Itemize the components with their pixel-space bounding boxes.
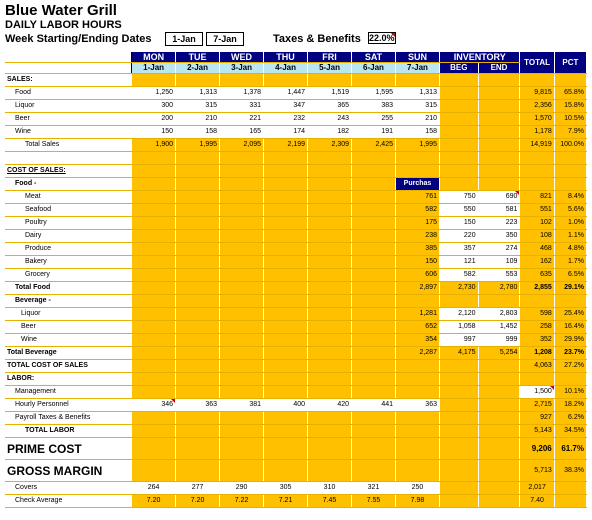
data-cell[interactable]: 290 [220, 482, 264, 495]
data-cell: 7.21 [264, 495, 308, 508]
data-cell[interactable]: 300 [132, 100, 176, 113]
total-cell: 2,356 [520, 100, 554, 113]
total-cell: 1,178 [520, 126, 554, 139]
data-cell[interactable]: 158 [176, 126, 220, 139]
pct-cell: 6.5% [554, 269, 586, 282]
total-sales-row [5, 139, 587, 152]
end-cell: 5,254 [478, 347, 520, 360]
table-row [5, 412, 587, 425]
data-cell[interactable]: 232 [264, 113, 308, 126]
pct-cell: 6.2% [554, 412, 586, 425]
pct-cell: 18.2% [554, 399, 586, 412]
end-cell[interactable]: 350 [478, 230, 520, 243]
row-label: Check Average [5, 495, 132, 508]
pct-cell: 5.6% [554, 204, 586, 217]
section-row [5, 178, 587, 191]
section-row [5, 165, 587, 178]
total-cell: 2,715 [520, 399, 554, 412]
total-cell: 821 [520, 191, 554, 204]
data-cell[interactable]: 182 [308, 126, 352, 139]
end-cell: 2,780 [478, 282, 520, 295]
pct-cell: 7.9% [554, 126, 586, 139]
row-label: Bakery [5, 256, 132, 269]
data-cell: 7.22 [220, 495, 264, 508]
table-row [5, 204, 587, 217]
beg-cell[interactable]: 550 [439, 204, 478, 217]
section-row [5, 295, 587, 308]
total-cell: 1,208 [520, 347, 554, 360]
inventory-header: INVENTORY [439, 52, 519, 63]
total-beverage-row [5, 347, 587, 360]
end-header: END [478, 63, 520, 74]
total-cell: 258 [520, 321, 554, 334]
day-header-row [5, 52, 587, 63]
row-label: TOTAL LABOR [5, 425, 132, 438]
header [5, 2, 425, 48]
data-cell[interactable]: 1,595 [352, 87, 396, 100]
day-header: SAT [352, 52, 396, 63]
total-cell: 162 [520, 256, 554, 269]
date-header: 5-Jan [308, 63, 352, 74]
row-label: Food [5, 87, 132, 100]
table-row [5, 243, 587, 256]
corner-cell [5, 63, 132, 74]
total-cell: 2,017 [520, 482, 554, 495]
data-cell[interactable]: 400 [264, 399, 308, 412]
total-cell[interactable]: 1,500 [520, 386, 554, 399]
table-row [5, 230, 587, 243]
pct-cell: 100.0% [554, 139, 586, 152]
table-row [5, 217, 587, 230]
total-cell: 4,063 [520, 360, 554, 373]
row-label: Hourly Personnel [5, 399, 132, 412]
data-cell: 1,995 [396, 139, 440, 152]
table-row [5, 87, 587, 100]
day-header: TUE [176, 52, 220, 63]
total-cell: 598 [520, 308, 554, 321]
beverage-section-label: Beverage - [5, 295, 132, 308]
beg-cell: 2,730 [439, 282, 478, 295]
table-row [5, 308, 587, 321]
pct-cell: 1.1% [554, 230, 586, 243]
beg-cell: 4,175 [439, 347, 478, 360]
row-label: Wine [5, 334, 132, 347]
total-cell: 7.40 [520, 495, 554, 508]
row-label: TOTAL COST OF SALES [5, 360, 132, 373]
table-row [5, 191, 587, 204]
beg-cell[interactable]: 1,058 [439, 321, 478, 334]
pct-cell: 23.7% [554, 347, 586, 360]
table-row [5, 113, 587, 126]
spacer-row [5, 152, 587, 165]
purchases-cell: 2,287 [396, 347, 440, 360]
corner-cell [5, 52, 132, 63]
table-row [5, 321, 587, 334]
row-label: GROSS MARGIN [5, 460, 132, 482]
beg-cell[interactable]: 357 [439, 243, 478, 256]
day-header: MON [132, 52, 176, 63]
row-label: Beer [5, 113, 132, 126]
data-cell: 7.45 [308, 495, 352, 508]
data-cell[interactable]: 264 [132, 482, 176, 495]
section-row [5, 74, 587, 87]
data-cell: 7.55 [352, 495, 396, 508]
pct-cell: 4.8% [554, 243, 586, 256]
pct-cell: 1.7% [554, 256, 586, 269]
data-cell[interactable]: 150 [132, 126, 176, 139]
row-label: PRIME COST [5, 438, 132, 460]
purchases-cell: 761 [396, 191, 440, 204]
data-cell[interactable]: 191 [352, 126, 396, 139]
day-header: THU [264, 52, 308, 63]
beg-cell[interactable]: 582 [439, 269, 478, 282]
date-header: 1-Jan [132, 63, 176, 74]
data-cell[interactable]: 365 [308, 100, 352, 113]
labor-section-label: LABOR: [5, 373, 132, 386]
covers-row [5, 482, 587, 495]
row-label: Covers [5, 482, 132, 495]
row-label: Liquor [5, 308, 132, 321]
purchases-cell: 582 [396, 204, 440, 217]
row-label: Total Sales [5, 139, 132, 152]
row-label: Management [5, 386, 132, 399]
table-row [5, 100, 587, 113]
data-cell: 2,309 [308, 139, 352, 152]
data-cell[interactable]: 200 [132, 113, 176, 126]
taxes-benefits-cell[interactable]: 22.0% [369, 33, 395, 43]
row-label: Total Beverage [5, 347, 132, 360]
end-cell[interactable]: 999 [478, 334, 520, 347]
purchases-cell: 175 [396, 217, 440, 230]
purchases-header: Purchas [396, 178, 440, 191]
data-cell[interactable]: 1,378 [220, 87, 264, 100]
data-cell[interactable]: 277 [176, 482, 220, 495]
week-dates-label: Week Starting/Ending Dates [5, 33, 152, 45]
data-cell[interactable]: 221 [220, 113, 264, 126]
pct-cell: 10.1% [554, 386, 586, 399]
pct-cell: 15.8% [554, 100, 586, 113]
total-cell: 14,919 [520, 139, 554, 152]
total-cell: 551 [520, 204, 554, 217]
end-cell[interactable]: 581 [478, 204, 520, 217]
check-average-row [5, 495, 587, 508]
end-cell[interactable]: 690 [478, 191, 520, 204]
row-label: Meat [5, 191, 132, 204]
beg-cell[interactable]: 150 [439, 217, 478, 230]
pct-cell: 25.4% [554, 308, 586, 321]
total-cell: 108 [520, 230, 554, 243]
data-cell[interactable]: 1,313 [176, 87, 220, 100]
total-cell: 635 [520, 269, 554, 282]
data-cell: 7.20 [176, 495, 220, 508]
data-cell[interactable]: 158 [396, 126, 440, 139]
beg-cell[interactable]: 220 [439, 230, 478, 243]
end-date-cell[interactable]: 7-Jan [206, 32, 244, 46]
purchases-cell: 606 [396, 269, 440, 282]
pct-cell: 34.5% [554, 425, 586, 438]
data-cell[interactable]: 1,313 [396, 87, 440, 100]
pct-cell: 10.5% [554, 113, 586, 126]
beg-cell[interactable]: 121 [439, 256, 478, 269]
date-header: 7-Jan [396, 63, 440, 74]
purchases-cell: 150 [396, 256, 440, 269]
end-cell[interactable]: 223 [478, 217, 520, 230]
data-cell[interactable]: 441 [352, 399, 396, 412]
purchases-cell: 652 [396, 321, 440, 334]
data-cell[interactable]: 420 [308, 399, 352, 412]
table-row [5, 334, 587, 347]
week-dates-row [5, 32, 425, 48]
data-cell[interactable]: 1,447 [264, 87, 308, 100]
total-cell: 1,570 [520, 113, 554, 126]
total-cell: 927 [520, 412, 554, 425]
data-cell[interactable]: 363 [396, 399, 440, 412]
day-header: FRI [308, 52, 352, 63]
date-header: 6-Jan [352, 63, 396, 74]
data-cell[interactable]: 250 [396, 482, 440, 495]
row-label: Produce [5, 243, 132, 256]
total-labor-row [5, 425, 587, 438]
data-cell[interactable]: 1,250 [132, 87, 176, 100]
total-cell: 5,713 [520, 460, 554, 482]
data-cell[interactable]: 321 [352, 482, 396, 495]
table-row [5, 256, 587, 269]
end-cell[interactable]: 1,452 [478, 321, 520, 334]
page-title: Blue Water Grill [5, 2, 117, 19]
table-row [5, 386, 587, 399]
section-row [5, 373, 587, 386]
data-cell: 7.98 [396, 495, 440, 508]
start-date-cell[interactable]: 1-Jan [165, 32, 203, 46]
total-cell: 352 [520, 334, 554, 347]
data-cell[interactable]: 174 [264, 126, 308, 139]
end-cell[interactable]: 2,803 [478, 308, 520, 321]
cos-section-label: COST OF SALES: [5, 165, 132, 178]
data-cell[interactable]: 347 [264, 100, 308, 113]
data-cell: 1,995 [176, 139, 220, 152]
end-cell[interactable]: 109 [478, 256, 520, 269]
pct-cell: 27.2% [554, 360, 586, 373]
pct-cell: 65.8% [554, 87, 586, 100]
table-row [5, 399, 587, 412]
data-cell: 2,199 [264, 139, 308, 152]
total-cell: 102 [520, 217, 554, 230]
data-cell: 2,425 [352, 139, 396, 152]
total-cos-row [5, 360, 587, 373]
pct-cell: 61.7% [554, 438, 586, 460]
row-label: Grocery [5, 269, 132, 282]
total-cell: 9,206 [520, 438, 554, 460]
purchases-cell: 238 [396, 230, 440, 243]
purchases-cell: 2,897 [396, 282, 440, 295]
data-cell[interactable]: 210 [396, 113, 440, 126]
pct-cell: 29.1% [554, 282, 586, 295]
gross-margin-row [5, 460, 587, 482]
data-cell[interactable]: 331 [220, 100, 264, 113]
pct-cell: 8.4% [554, 191, 586, 204]
pct-cell: 1.0% [554, 217, 586, 230]
day-header: SUN [396, 52, 440, 63]
food-section-label: Food - [5, 178, 132, 191]
end-cell[interactable]: 274 [478, 243, 520, 256]
data-cell[interactable]: 1,519 [308, 87, 352, 100]
date-header: 4-Jan [264, 63, 308, 74]
data-cell: 7.20 [132, 495, 176, 508]
beg-header: BEG [439, 63, 478, 74]
day-header: WED [220, 52, 264, 63]
purchases-cell: 354 [396, 334, 440, 347]
data-cell[interactable]: 315 [176, 100, 220, 113]
row-label: Wine [5, 126, 132, 139]
data-cell[interactable]: 210 [176, 113, 220, 126]
beg-cell[interactable]: 2,120 [439, 308, 478, 321]
data-cell[interactable]: 363 [176, 399, 220, 412]
total-cell: 2,855 [520, 282, 554, 295]
prime-cost-row [5, 438, 587, 460]
data-cell[interactable]: 243 [308, 113, 352, 126]
total-cell: 9,815 [520, 87, 554, 100]
beg-cell[interactable]: 750 [439, 191, 478, 204]
total-food-row [5, 282, 587, 295]
row-label: Beer [5, 321, 132, 334]
table-row [5, 126, 587, 139]
data-cell[interactable]: 315 [396, 100, 440, 113]
total-cell: 5,143 [520, 425, 554, 438]
page-subtitle: DAILY LABOR HOURS [5, 19, 122, 31]
row-label: Poultry [5, 217, 132, 230]
data-cell[interactable]: 346 [132, 399, 176, 412]
sales-section-label: SALES: [5, 74, 132, 87]
data-cell[interactable]: 383 [352, 100, 396, 113]
data-cell: 2,095 [220, 139, 264, 152]
data-cell[interactable]: 165 [220, 126, 264, 139]
date-header-row [5, 63, 587, 74]
total-header: TOTAL [520, 52, 554, 74]
table-row [5, 269, 587, 282]
pct-cell: 16.4% [554, 321, 586, 334]
pct-header: PCT [554, 52, 586, 74]
row-label: Dairy [5, 230, 132, 243]
row-label: Seafood [5, 204, 132, 217]
data-cell[interactable]: 310 [308, 482, 352, 495]
labor-table [5, 52, 587, 508]
data-cell: 1,900 [132, 139, 176, 152]
total-cell: 468 [520, 243, 554, 256]
data-cell[interactable]: 255 [352, 113, 396, 126]
date-header: 2-Jan [176, 63, 220, 74]
row-label: Total Food [5, 282, 132, 295]
beg-cell[interactable]: 997 [439, 334, 478, 347]
pct-cell: 38.3% [554, 460, 586, 482]
taxes-benefits-label: Taxes & Benefits [273, 33, 361, 45]
row-label: Payroll Taxes & Benefits [5, 412, 132, 425]
purchases-cell: 385 [396, 243, 440, 256]
data-cell[interactable]: 305 [264, 482, 308, 495]
end-cell[interactable]: 553 [478, 269, 520, 282]
data-cell[interactable]: 381 [220, 399, 264, 412]
date-header: 3-Jan [220, 63, 264, 74]
pct-cell: 29.9% [554, 334, 586, 347]
row-label: Liquor [5, 100, 132, 113]
purchases-cell: 1,281 [396, 308, 440, 321]
